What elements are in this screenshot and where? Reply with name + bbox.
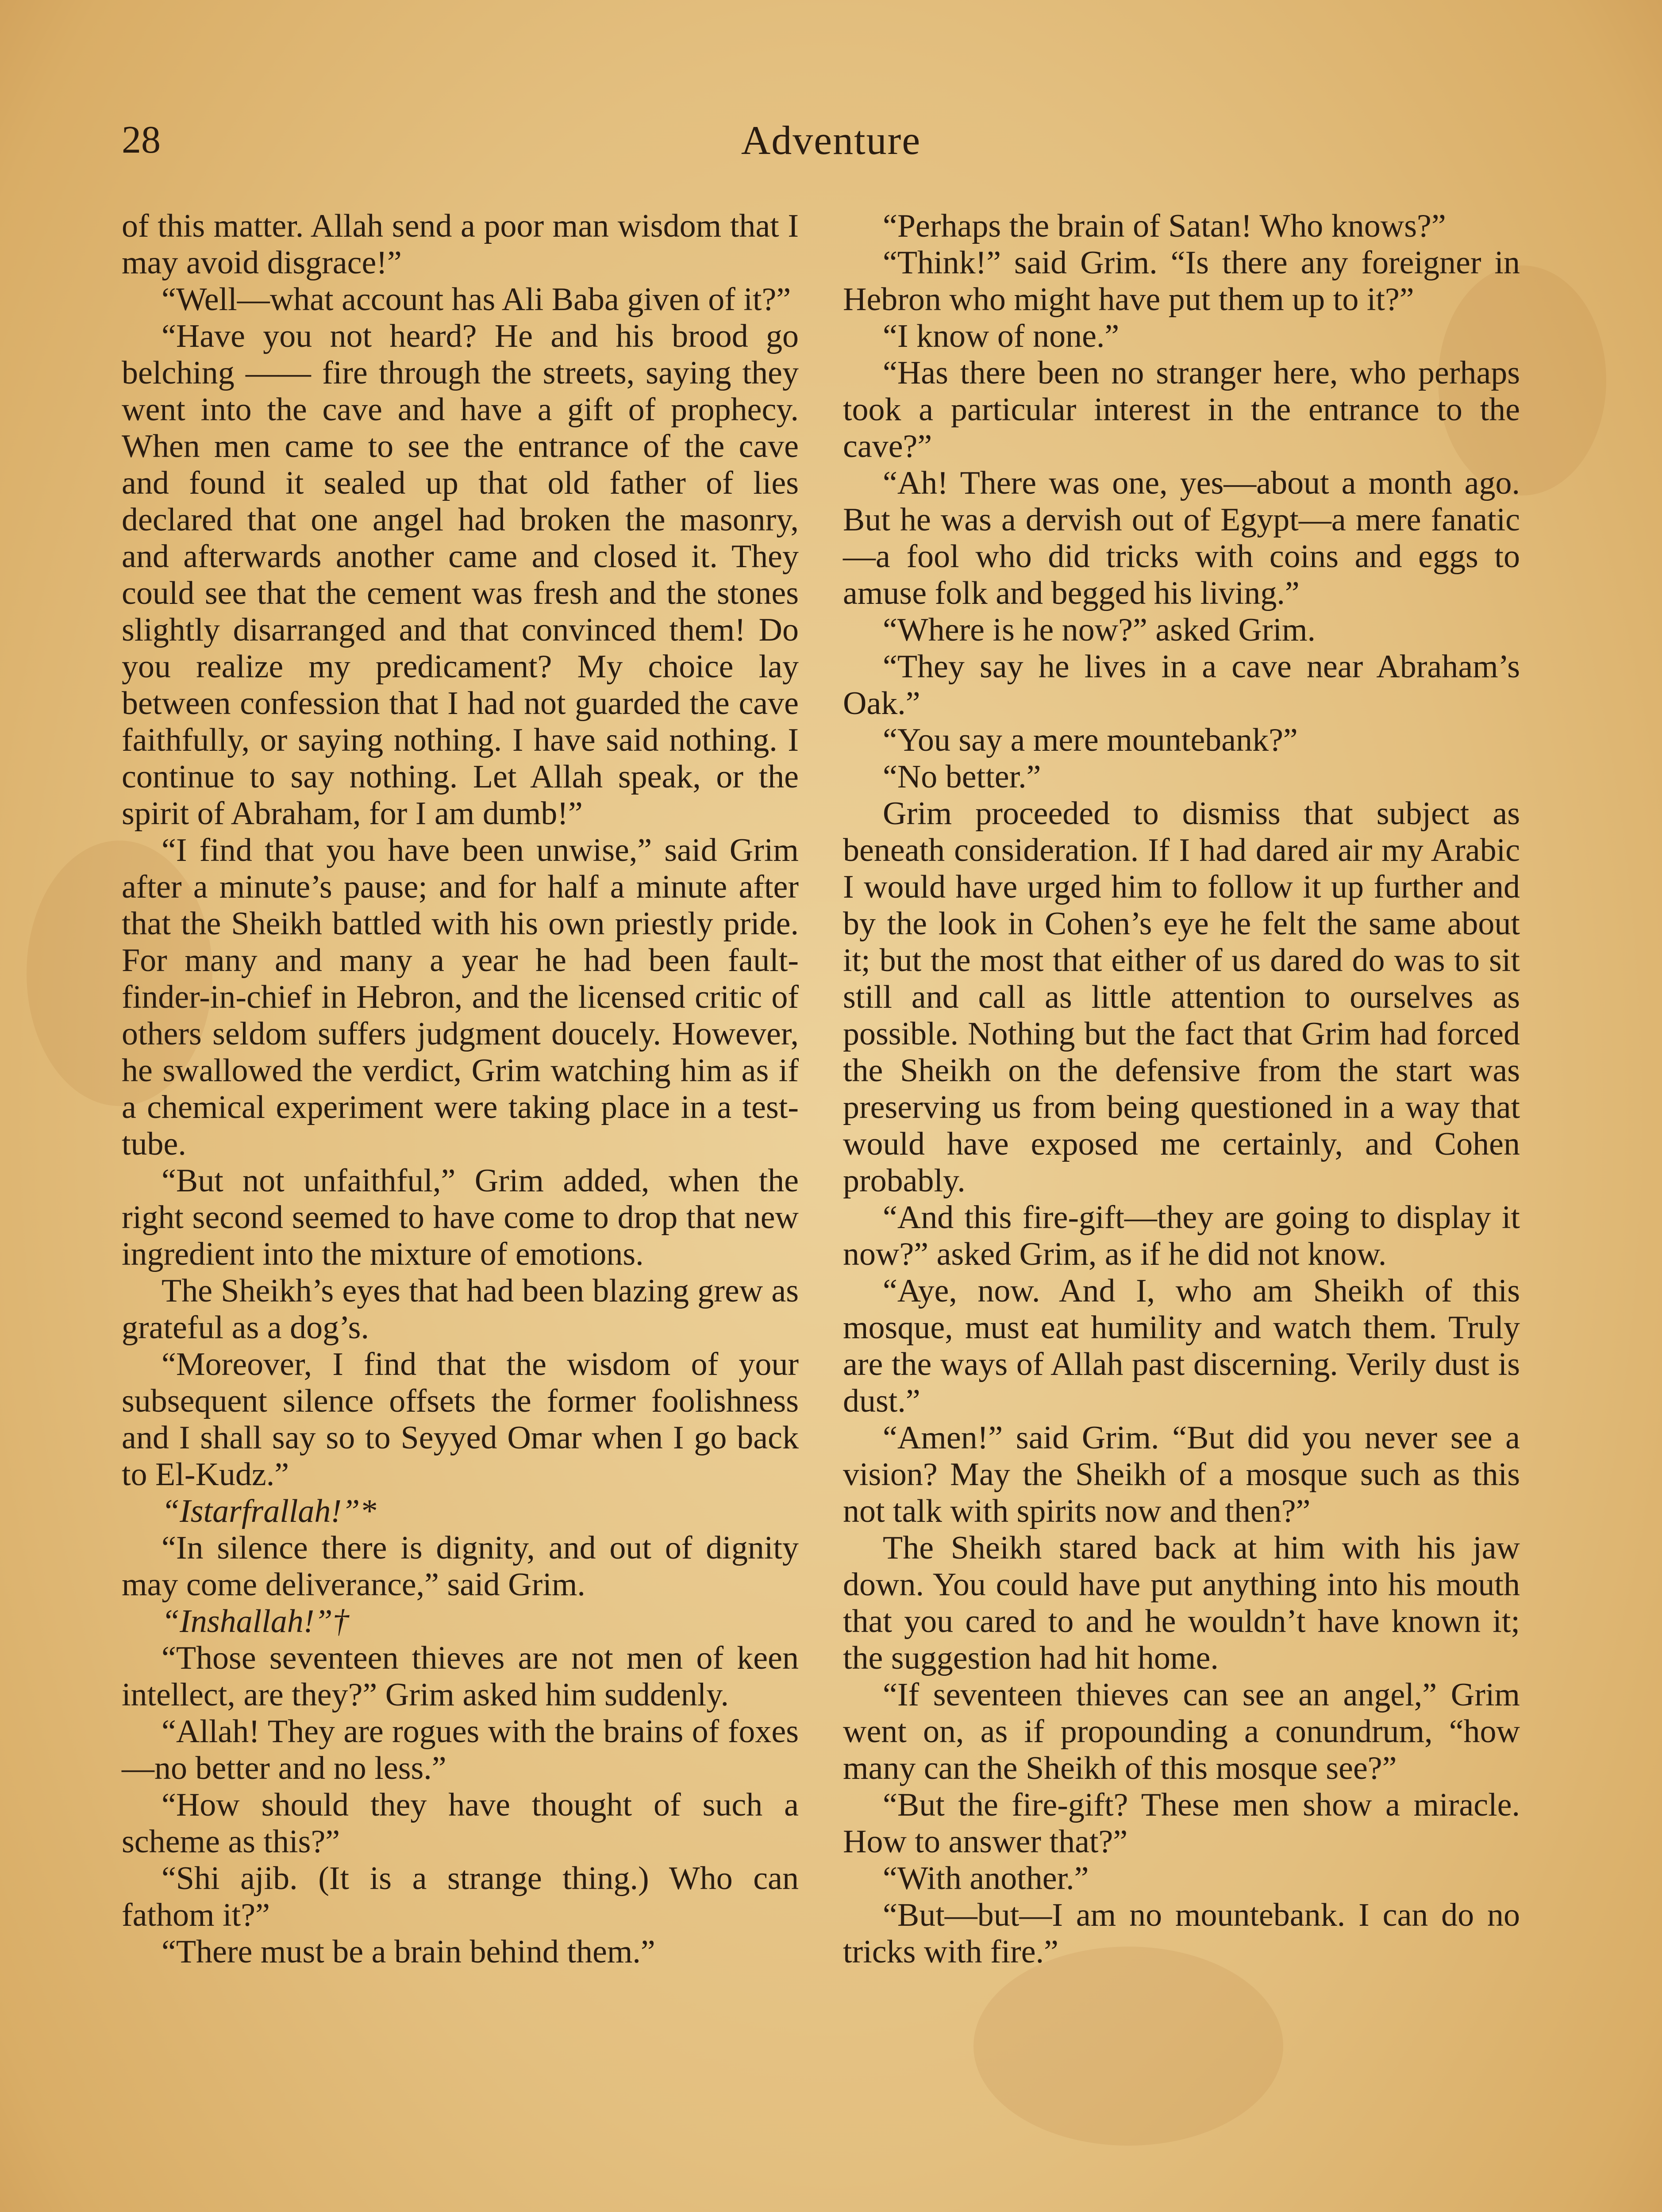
paragraph: “Have you not heard? He and his brood go belching —— fire through the streets, saying they went into the cave and have a gift of prophecy. When men came to see the entrance of the cave and found it sealed up that old father of lies declared that one angel had broken the masonry, and afterwards another came and closed it. They could see that the cement was fresh and the stones slightly disarranged and that convinced them! Do you realize my predicament? My choice lay between confession that I had not guarded the cave faithfully, or saying nothing. I have said nothing. I continue to say nothing. Let Allah speak, or the spirit of Abraham, for I am dumb!”	[122, 318, 799, 832]
paragraph: “Shi ajib. (It is a strange thing.) Who can fathom it?”	[122, 1860, 799, 1933]
paragraph: “Has there been no stranger here, who perhaps took a particular interest in the entrance to the cave?”	[843, 355, 1520, 465]
paragraph: “Ah! There was one, yes—about a month ago. But he was a dervish out of Egypt—a mere fanatic—a fool who did tricks with coins and eggs to amuse folk and begged his living.”	[843, 465, 1520, 611]
paragraph: “They say he lives in a cave near Abraham’s Oak.”	[843, 649, 1520, 722]
running-header	[122, 116, 1540, 165]
paragraph: “And this fire-gift—they are going to display it now?” asked Grim, as if he did not know.	[843, 1199, 1520, 1272]
paragraph: The Sheikh’s eyes that had been blazing grew as grateful as a dog’s.	[122, 1273, 799, 1346]
paragraph: “No better.”	[883, 759, 1041, 795]
paragraph: “But not unfaithful,” Grim added, when the right second seemed to have come to drop that new ingredient into the mixture of emotions.	[122, 1163, 799, 1272]
paragraph: “Where is he now?” asked Grim.	[883, 612, 1316, 648]
paragraph: “With another.”	[883, 1860, 1089, 1897]
paragraph: “But the fire-gift? These men show a miracle. How to answer that?”	[843, 1787, 1520, 1860]
paragraph: “There must be a brain behind them.”	[162, 1934, 655, 1970]
paragraph: “Perhaps the brain of Satan! Who knows?”	[883, 208, 1446, 244]
paragraph: “How should they have thought of such a scheme as this?”	[122, 1787, 799, 1860]
paragraph: “I know of none.”	[883, 318, 1120, 354]
left-column	[122, 208, 799, 1970]
paragraph: The Sheikh stared back at him with his jaw down. You could have put anything into his mouth that you cared to and he wouldn’t have known it; the suggestion had hit home.	[843, 1530, 1520, 1676]
paragraph: “Those seventeen thieves are not men of keen intellect, are they?” Grim asked him suddenly.	[122, 1640, 799, 1713]
paragraph: Grim proceeded to dismiss that subject as beneath consideration. If I had dared air my Arabic I would have urged him to follow it up further and by the look in Cohen’s eye he felt the same about it; but the most that either of us dared do was to sit still and call as little attention to ourselves as possible. Nothing but the fact that Grim had forced the Sheikh on the defensive from the start was preserving us from being questioned in a way that would have exposed me certainly, and Cohen probably.	[843, 795, 1520, 1199]
paragraph: “Think!” said Grim. “Is there any foreigner in Hebron who might have put them up to it?”	[843, 245, 1520, 318]
paragraph: “Moreover, I find that the wisdom of your subsequent silence offsets the former foolishness and I shall say so to Seyyed Omar when I go back to El-Kudz.”	[122, 1346, 799, 1493]
paragraph: “If seventeen thieves can see an angel,” Grim went on, as if propounding a conundrum, “how many can the Sheikh of this mosque see?”	[843, 1677, 1520, 1786]
magazine-title: Adventure	[741, 118, 921, 163]
page-number: 28	[122, 119, 161, 161]
paragraph: of this matter. Allah send a poor man wisdom that I may avoid disgrace!”	[122, 208, 799, 281]
paragraph: “Istarfrallah!”*	[162, 1493, 377, 1529]
right-column	[843, 208, 1520, 1970]
paragraph: “Allah! They are rogues with the brains of foxes—no better and no less.”	[122, 1713, 799, 1786]
paragraph: “Amen!” said Grim. “But did you never see a vision? May the Sheikh of a mosque such as this not talk with spirits now and then?”	[843, 1420, 1520, 1529]
paragraph: “In silence there is dignity, and out of dignity may come deliverance,” said Grim.	[122, 1530, 799, 1603]
paragraph: “I find that you have been unwise,” said Grim after a minute’s pause; and for half a minute after that the Sheikh battled with his own priestly pride. For many and many a year he had been fault-finder-in-chief in Hebron, and the licensed critic of others seldom suffers judgment doucely. However, he swallowed the verdict, Grim watching him as if a chemical experiment were taking place in a test-tube.	[122, 832, 799, 1162]
paper-stain	[973, 1947, 1283, 2146]
paragraph: “But—but—I am no mountebank. I can do no tricks with fire.”	[843, 1897, 1520, 1970]
paragraph: “Aye, now. And I, who am Sheikh of this mosque, must eat humility and watch them. Truly are the ways of Allah past discerning. Verily dust is dust.”	[843, 1273, 1520, 1419]
paragraph: “You say a mere mountebank?”	[883, 722, 1298, 758]
paragraph: “Well—what account has Ali Baba given of it?”	[162, 281, 791, 318]
paragraph: “Inshallah!”†	[162, 1603, 349, 1640]
